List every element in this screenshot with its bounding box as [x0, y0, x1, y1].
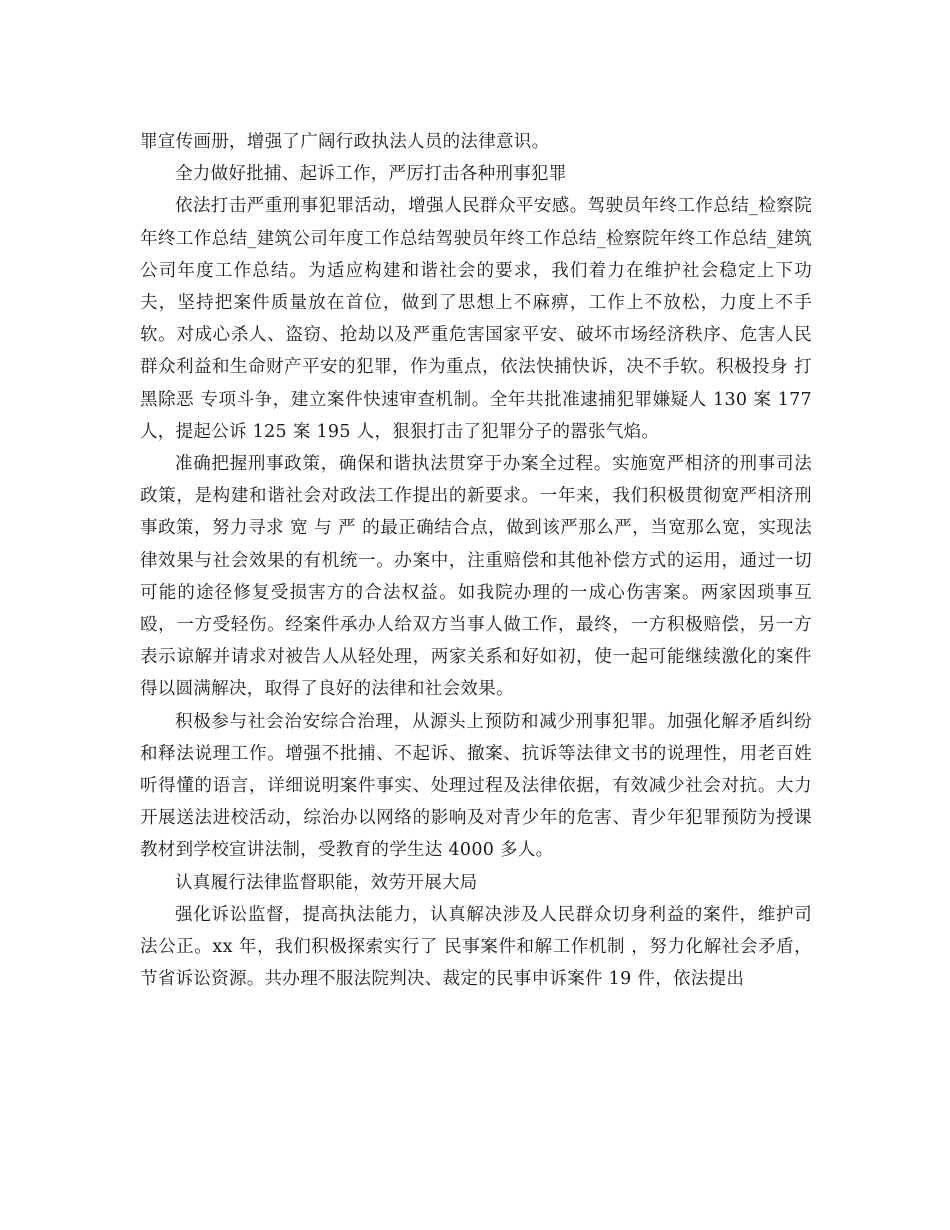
paragraph-continued: 罪宣传画册，增强了广阔行政执法人员的法律意识。	[140, 132, 550, 152]
paragraph: 准确把握刑事政策，确保和谐执法贯穿于办案全过程。实施宽严相济的刑事司法政策，是构建和谐社会对政法工作提出的新要求。一年来，我们积极贯彻宽严相济刑事政策，努力寻求 宽 与 严 的最正确结合点，做到该严那么严，当宽那么宽，实现法律效果与社会效果的有机统一。办案中，注重赔偿和其他补偿方式的运用，通过一切可能的途径修复受损害方的合法权益。如我院办理的一成心伤害案。两家因琐事互殴，一方受轻伤。经案件承办人给双方当事人做工作，最终，一方积极赔偿，另一方表示谅解并请求对被告人从轻处理，两家关系和好如初，使一起可能继续激化的案件得以圆满解决，取得了良好的法律和社会效果。	[140, 454, 812, 700]
paragraph: 依法打击严重刑事犯罪活动，增强人民群众平安感。驾驶员年终工作总结_检察院年终工作总结_建筑公司年度工作总结驾驶员年终工作总结_检察院年终工作总结_建筑公司年度工作总结。为适应构建和谐社会的要求，我们着力在维护社会稳定上下功夫，坚持把案件质量放在首位，做到了思想上不麻痹，工作上不放松，力度上不手软。对成心杀人、盗窃、抢劫以及严重危害国家平安、破坏市场经济秩序、危害人民群众利益和生命财产平安的犯罪，作为重点，依法快捕快诉，决不手软。积极投身 打黑除恶 专项斗争，建立案件快速审查机制。全年共批准逮捕犯罪嫌疑人 130 案 177 人，提起公诉 125 案 195 人，狠狠打击了犯罪分子的嚣张气焰。	[140, 196, 812, 442]
paragraph: 积极参与社会治安综合治理，从源头上预防和减少刑事犯罪。加强化解矛盾纠纷和释法说理工作。增强不批捕、不起诉、撤案、抗诉等法律文书的说理性，用老百姓听得懂的语言，详细说明案件事实、处理过程及法律依据，有效减少社会对抗。大力开展送法进校活动，综治办以网络的影响及对青少年的危害、青少年犯罪预防为授课教材到学校宣讲法制，受教育的学生达 4000 多人。	[140, 711, 812, 861]
section-heading: 认真履行法律监督职能，效劳开展大局	[175, 872, 478, 893]
section-heading: 全力做好批捕、起诉工作，严厉打击各种刑事犯罪	[175, 164, 567, 185]
paragraph: 强化诉讼监督，提高执法能力，认真解决涉及人民群众切身利益的案件，维护司法公正。xx 年，我们积极探索实行了 民事案件和解工作机制 ，努力化解社会矛盾，节省诉讼资源。共办理不服法院判决、裁定的民事申诉案件 19 件，依法提出	[140, 904, 812, 990]
document-body	[140, 126, 812, 995]
